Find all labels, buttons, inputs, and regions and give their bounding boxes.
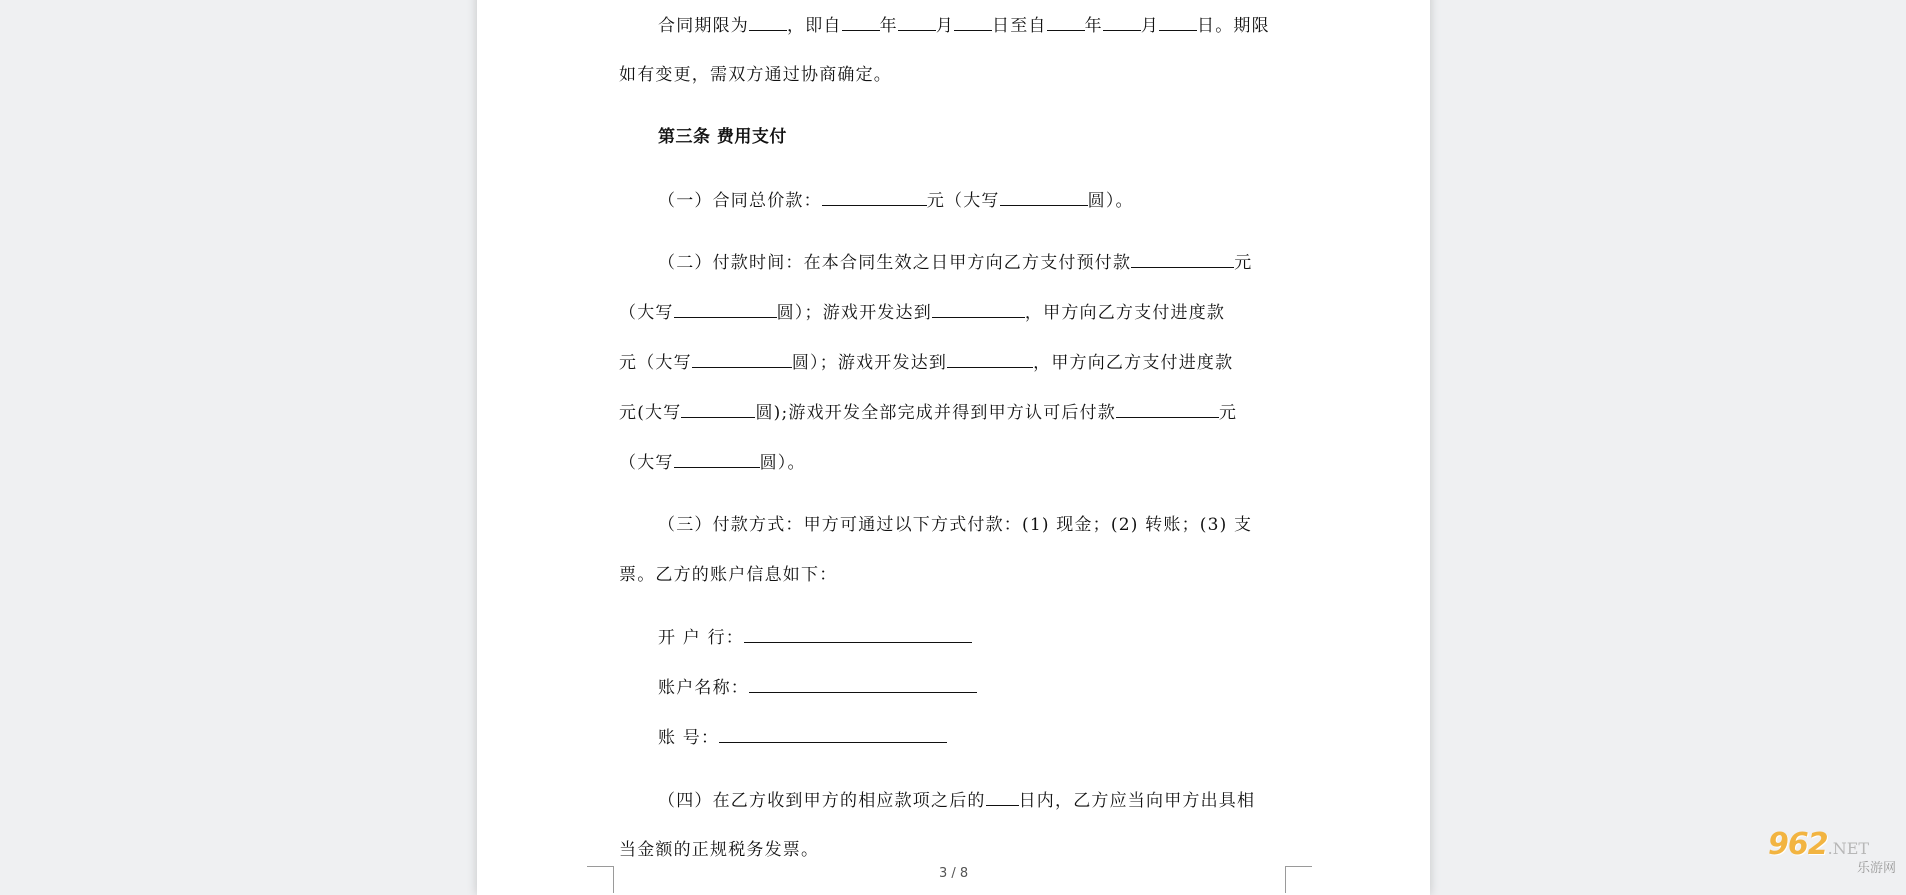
account-name-line: 账户名称： — [658, 676, 977, 699]
payment-time-line-1: （二）付款时间：在本合同生效之日甲方向乙方支付预付款 元 — [658, 253, 1253, 273]
watermark-logo — [1768, 827, 1900, 875]
invoice-line-2: 当金额的正规税务发票。 — [619, 840, 820, 860]
term-line-2: 如有变更，需双方通过协商确定。 — [619, 65, 892, 85]
payment-method-line-1: （三）付款方式：甲方可通过以下方式付款：(1) 现金；(2) 转账；(3) 支 — [658, 515, 1253, 535]
section-title: 第三条 费用支付 — [658, 127, 787, 147]
watermark-subtitle: 乐游网 — [1856, 861, 1896, 876]
payment-method-line-2: 票。乙方的账户信息如下： — [619, 565, 838, 585]
payment-time-line-5: （大写 圆）。 — [619, 453, 806, 473]
page-corner-mark-right — [1285, 866, 1312, 893]
page-corner-mark-left — [587, 866, 614, 893]
term-line: 合同期限为 ，即自 年 月 日至自 年 月 日。期限 — [658, 16, 1270, 36]
watermark-net: .NET — [1827, 839, 1870, 858]
account-number-line: 账 号： — [658, 726, 947, 749]
bank-line: 开 户 行： — [658, 626, 972, 649]
document-page — [477, 0, 1430, 895]
payment-time-line-2: （大写 圆）；游戏开发达到 ，甲方向乙方支付进度款 — [619, 303, 1226, 323]
payment-time-line-4: 元(大写 圆);游戏开发全部完成并得到甲方认可后付款 元 — [619, 403, 1238, 423]
total-price-line: （一）合同总价款： 元（大写 圆）。 — [658, 191, 1134, 211]
watermark-brand: 962 — [1768, 827, 1828, 862]
payment-time-line-3: 元（大写 圆）；游戏开发达到 ，甲方向乙方支付进度款 — [619, 353, 1234, 373]
page-number: 3 / 8 — [939, 866, 969, 881]
invoice-line-1: （四）在乙方收到甲方的相应款项之后的 日内，乙方应当向甲方出具相 — [658, 791, 1256, 811]
